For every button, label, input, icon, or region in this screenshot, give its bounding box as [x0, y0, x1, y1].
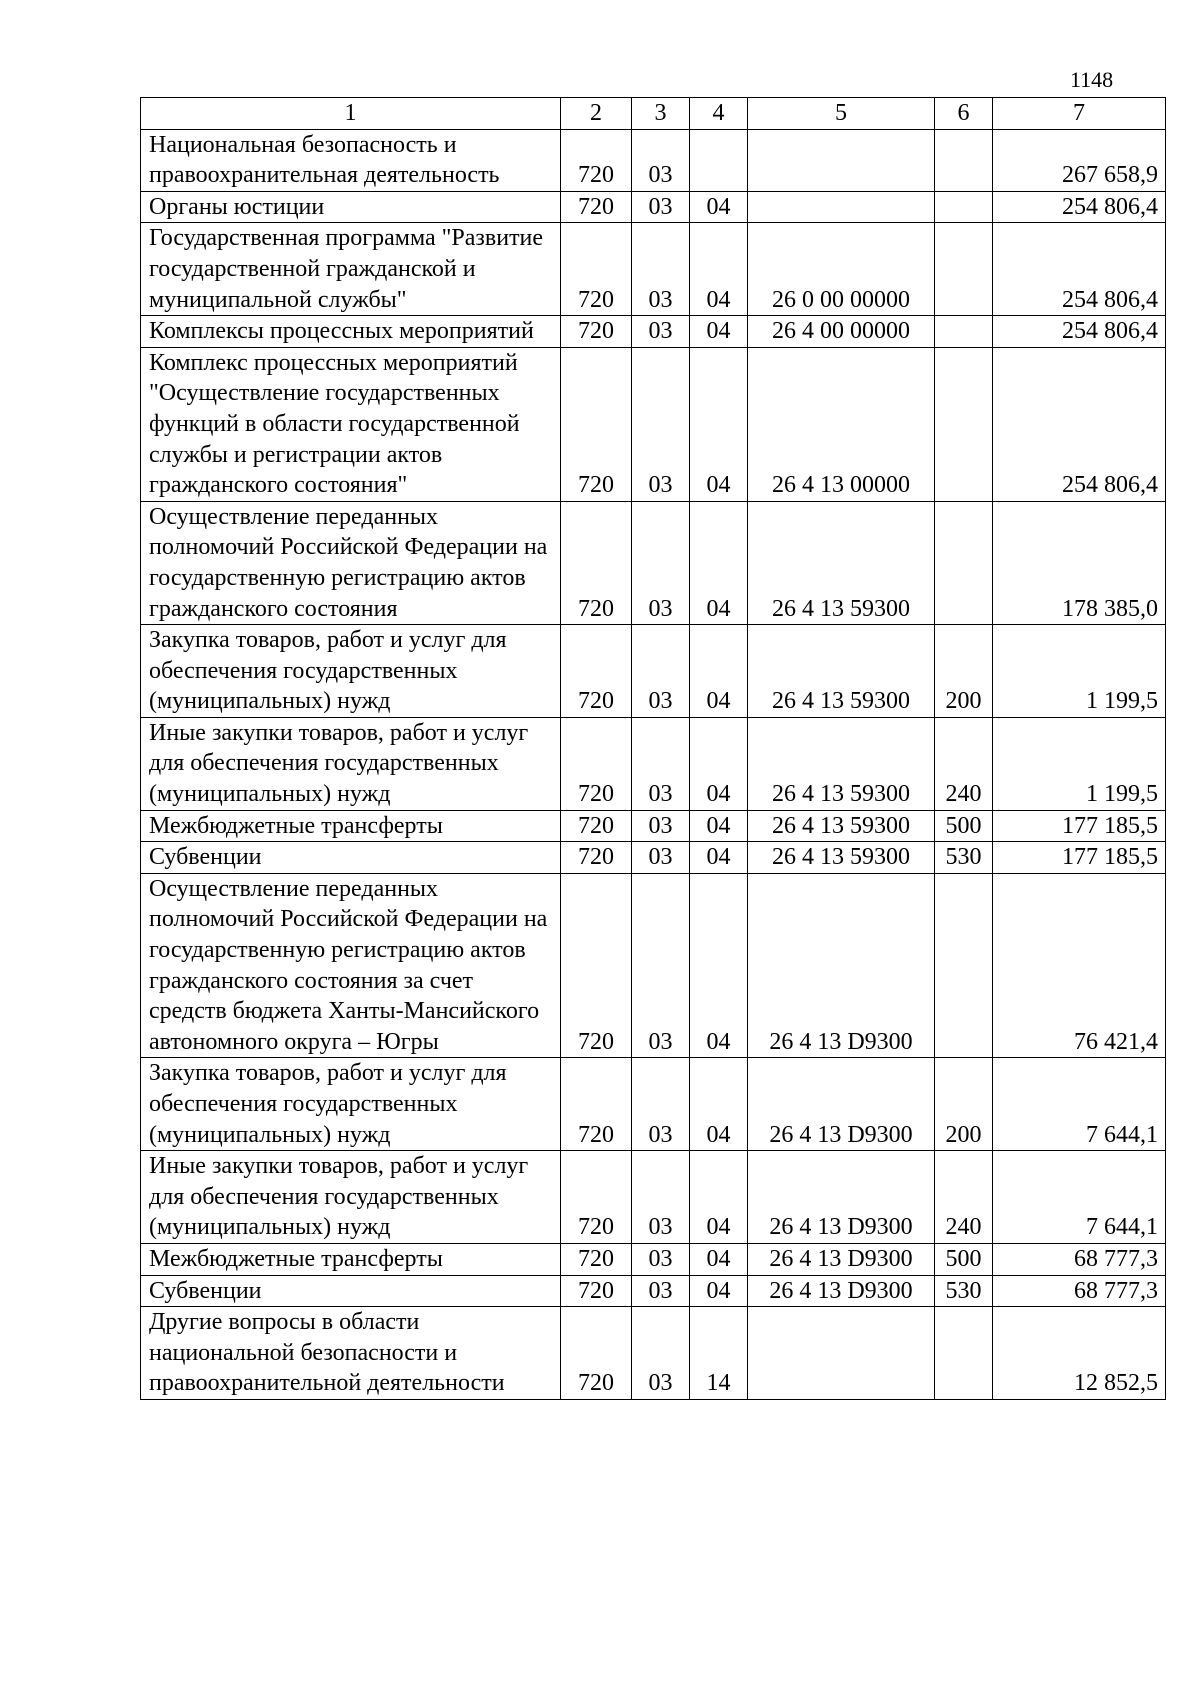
cell-department: 720	[561, 1151, 632, 1244]
cell-target-article: 26 4 13 00000	[748, 347, 935, 501]
table-row	[141, 223, 1166, 316]
cell-subsection: 14	[690, 1307, 748, 1400]
cell-amount: 68 777,3	[993, 1275, 1166, 1307]
cell-section: 03	[632, 501, 690, 624]
budget-table	[140, 97, 1166, 1400]
cell-section: 03	[632, 625, 690, 718]
cell-expense-type	[935, 129, 993, 191]
table-row	[141, 316, 1166, 348]
cell-target-article: 26 4 13 D9300	[748, 1058, 935, 1151]
cell-subsection: 04	[690, 223, 748, 316]
cell-section: 03	[632, 810, 690, 842]
cell-target-article: 26 4 13 D9300	[748, 1275, 935, 1307]
cell-amount: 12 852,5	[993, 1307, 1166, 1400]
table-row	[141, 717, 1166, 810]
cell-amount: 177 185,5	[993, 842, 1166, 874]
cell-expense-type: 240	[935, 717, 993, 810]
cell-department: 720	[561, 191, 632, 223]
cell-section: 03	[632, 1058, 690, 1151]
cell-expense-type: 500	[935, 810, 993, 842]
table-row	[141, 129, 1166, 191]
cell-amount: 68 777,3	[993, 1243, 1166, 1275]
cell-section: 03	[632, 191, 690, 223]
column-header: 1	[141, 98, 561, 130]
cell-amount: 254 806,4	[993, 347, 1166, 501]
cell-expense-type	[935, 223, 993, 316]
row-name: Межбюджетные трансферты	[141, 810, 561, 842]
cell-expense-type	[935, 347, 993, 501]
table-row	[141, 873, 1166, 1058]
cell-target-article: 26 0 00 00000	[748, 223, 935, 316]
cell-amount: 76 421,4	[993, 873, 1166, 1058]
page-number: 1148	[1070, 67, 1114, 92]
cell-subsection: 04	[690, 1243, 748, 1275]
cell-section: 03	[632, 347, 690, 501]
cell-department: 720	[561, 223, 632, 316]
cell-subsection	[690, 129, 748, 191]
cell-target-article: 26 4 13 59300	[748, 717, 935, 810]
cell-department: 720	[561, 873, 632, 1058]
cell-section: 03	[632, 1307, 690, 1400]
cell-department: 720	[561, 717, 632, 810]
cell-department: 720	[561, 1307, 632, 1400]
cell-section: 03	[632, 223, 690, 316]
column-header: 6	[935, 98, 993, 130]
cell-amount: 178 385,0	[993, 501, 1166, 624]
cell-section: 03	[632, 873, 690, 1058]
table-row	[141, 347, 1166, 501]
cell-amount: 267 658,9	[993, 129, 1166, 191]
cell-amount: 7 644,1	[993, 1151, 1166, 1244]
cell-section: 03	[632, 1151, 690, 1244]
cell-amount: 1 199,5	[993, 717, 1166, 810]
cell-expense-type: 240	[935, 1151, 993, 1244]
cell-department: 720	[561, 129, 632, 191]
table-row	[141, 1058, 1166, 1151]
row-name: Государственная программа "Развитие государственной гражданской и муниципальной службы"	[141, 223, 561, 316]
cell-department: 720	[561, 1275, 632, 1307]
row-name: Осуществление переданных полномочий Российской Федерации на государственную регистрацию актов гражданского состояния	[141, 501, 561, 624]
cell-expense-type	[935, 1307, 993, 1400]
cell-subsection: 04	[690, 1275, 748, 1307]
table-row	[141, 191, 1166, 223]
cell-expense-type: 530	[935, 1275, 993, 1307]
cell-section: 03	[632, 129, 690, 191]
row-name: Иные закупки товаров, работ и услуг для обеспечения государственных (муниципальных) нужд	[141, 717, 561, 810]
row-name: Субвенции	[141, 842, 561, 874]
cell-target-article: 26 4 13 59300	[748, 501, 935, 624]
cell-target-article	[748, 129, 935, 191]
cell-subsection: 04	[690, 347, 748, 501]
cell-department: 720	[561, 842, 632, 874]
table-row	[141, 1151, 1166, 1244]
table-row	[141, 1307, 1166, 1400]
cell-section: 03	[632, 1275, 690, 1307]
cell-department: 720	[561, 316, 632, 348]
cell-subsection: 04	[690, 842, 748, 874]
row-name: Закупка товаров, работ и услуг для обеспечения государственных (муниципальных) нужд	[141, 1058, 561, 1151]
row-name: Комплексы процессных мероприятий	[141, 316, 561, 348]
cell-department: 720	[561, 810, 632, 842]
row-name: Иные закупки товаров, работ и услуг для обеспечения государственных (муниципальных) нужд	[141, 1151, 561, 1244]
cell-expense-type	[935, 873, 993, 1058]
cell-expense-type	[935, 501, 993, 624]
column-header: 4	[690, 98, 748, 130]
cell-subsection: 04	[690, 191, 748, 223]
cell-target-article: 26 4 13 D9300	[748, 873, 935, 1058]
cell-subsection: 04	[690, 625, 748, 718]
cell-target-article: 26 4 00 00000	[748, 316, 935, 348]
cell-department: 720	[561, 501, 632, 624]
table-row	[141, 625, 1166, 718]
table-row	[141, 810, 1166, 842]
cell-expense-type: 500	[935, 1243, 993, 1275]
cell-target-article	[748, 1307, 935, 1400]
cell-target-article: 26 4 13 59300	[748, 625, 935, 718]
row-name: Органы юстиции	[141, 191, 561, 223]
cell-expense-type	[935, 191, 993, 223]
cell-subsection: 04	[690, 873, 748, 1058]
cell-section: 03	[632, 717, 690, 810]
cell-department: 720	[561, 1243, 632, 1275]
cell-subsection: 04	[690, 316, 748, 348]
row-name: Межбюджетные трансферты	[141, 1243, 561, 1275]
cell-subsection: 04	[690, 717, 748, 810]
cell-section: 03	[632, 1243, 690, 1275]
cell-expense-type: 530	[935, 842, 993, 874]
cell-section: 03	[632, 842, 690, 874]
column-header: 5	[748, 98, 935, 130]
column-header: 3	[632, 98, 690, 130]
cell-amount: 1 199,5	[993, 625, 1166, 718]
cell-target-article: 26 4 13 D9300	[748, 1151, 935, 1244]
cell-amount: 254 806,4	[993, 223, 1166, 316]
row-name: Закупка товаров, работ и услуг для обеспечения государственных (муниципальных) нужд	[141, 625, 561, 718]
table-row	[141, 842, 1166, 874]
row-name: Осуществление переданных полномочий Российской Федерации на государственную регистрацию актов гражданского состояния за счет средств бюджета Ханты-Мансийского автономного округа – Югры	[141, 873, 561, 1058]
table-row	[141, 1243, 1166, 1275]
row-name: Субвенции	[141, 1275, 561, 1307]
cell-subsection: 04	[690, 1151, 748, 1244]
cell-department: 720	[561, 347, 632, 501]
cell-department: 720	[561, 1058, 632, 1151]
cell-amount: 177 185,5	[993, 810, 1166, 842]
cell-target-article	[748, 191, 935, 223]
cell-amount: 7 644,1	[993, 1058, 1166, 1151]
cell-subsection: 04	[690, 810, 748, 842]
table-header-row	[141, 98, 1166, 130]
cell-subsection: 04	[690, 1058, 748, 1151]
column-header: 2	[561, 98, 632, 130]
cell-amount: 254 806,4	[993, 316, 1166, 348]
row-name: Другие вопросы в области национальной безопасности и правоохранительной деятельности	[141, 1307, 561, 1400]
cell-amount: 254 806,4	[993, 191, 1166, 223]
cell-expense-type: 200	[935, 1058, 993, 1151]
table-row	[141, 501, 1166, 624]
cell-section: 03	[632, 316, 690, 348]
row-name: Национальная безопасность и правоохранительная деятельность	[141, 129, 561, 191]
cell-target-article: 26 4 13 59300	[748, 842, 935, 874]
cell-department: 720	[561, 625, 632, 718]
cell-subsection: 04	[690, 501, 748, 624]
table-row	[141, 1275, 1166, 1307]
row-name: Комплекс процессных мероприятий "Осуществление государственных функций в области государственной службы и регистрации актов гражданского состояния"	[141, 347, 561, 501]
column-header: 7	[993, 98, 1166, 130]
cell-expense-type	[935, 316, 993, 348]
cell-target-article: 26 4 13 59300	[748, 810, 935, 842]
cell-target-article: 26 4 13 D9300	[748, 1243, 935, 1275]
cell-expense-type: 200	[935, 625, 993, 718]
